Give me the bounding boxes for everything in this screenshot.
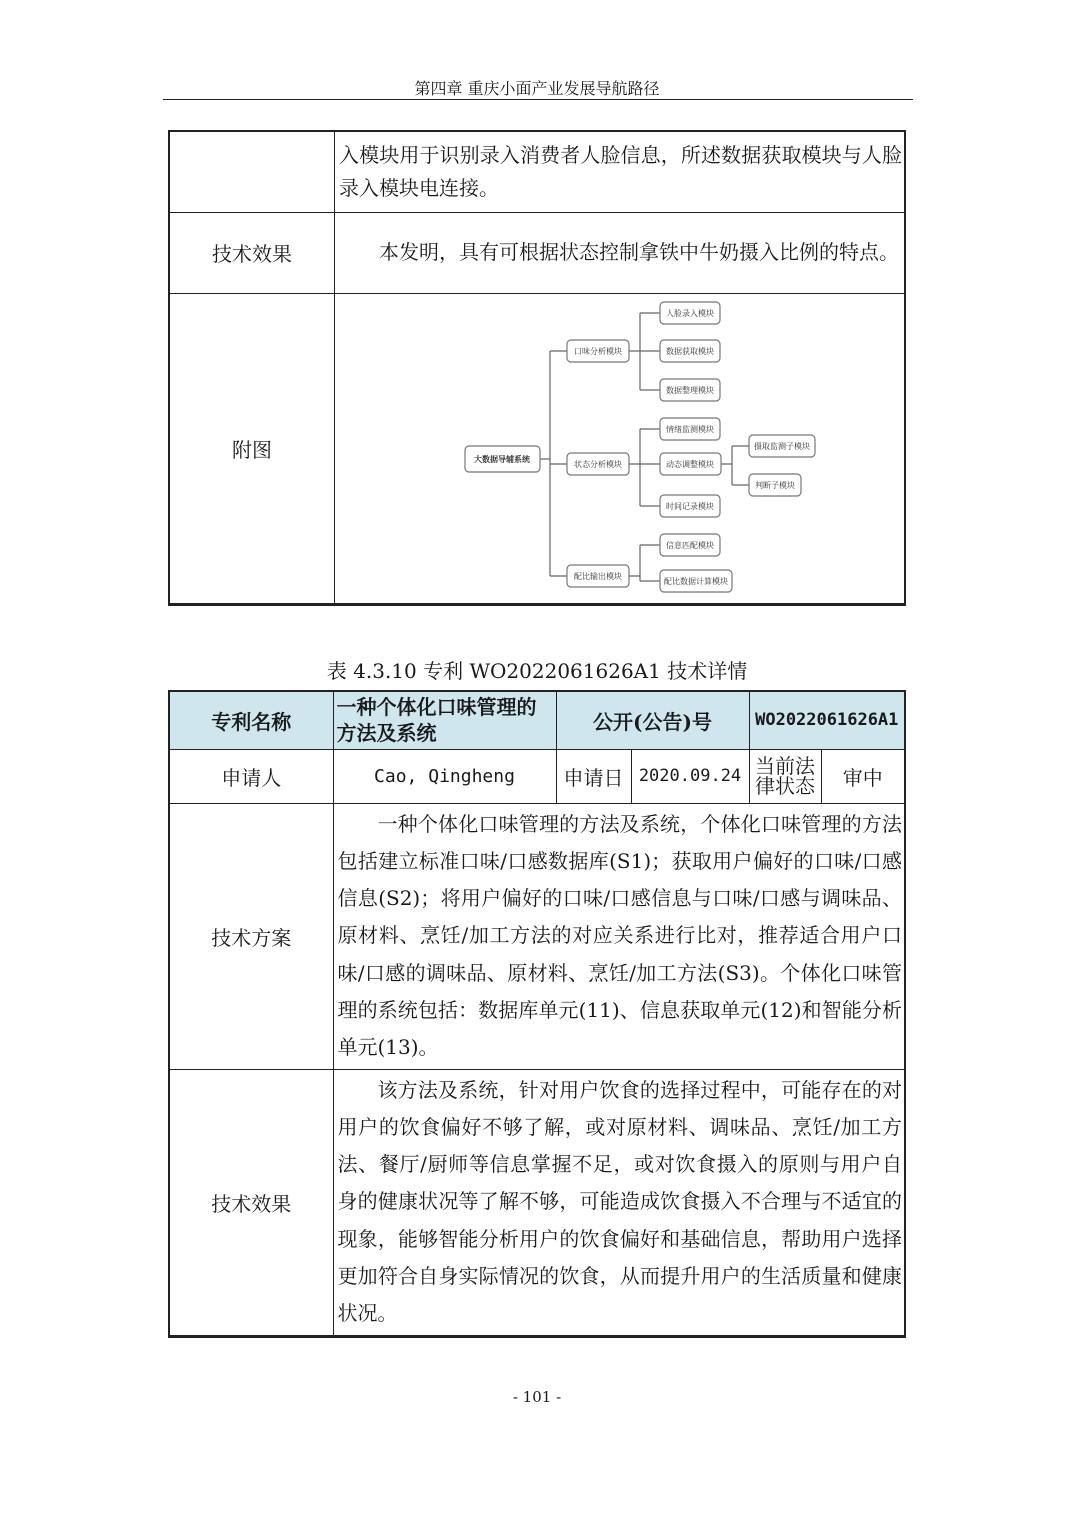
- leaf-label: 信息匹配模块: [666, 540, 714, 550]
- branch2-label: 状态分析模块: [574, 459, 622, 469]
- edge-branch2: [629, 429, 660, 506]
- leaf-label: 配比数据计算模块: [664, 576, 728, 586]
- patent-detail-table: [168, 690, 906, 1338]
- publication-number-value: WO2022061626A1: [749, 691, 905, 749]
- edge-branch3: [629, 545, 660, 581]
- filing-date-label: 申请日: [556, 749, 631, 803]
- legal-status-value: 审中: [821, 749, 905, 803]
- filing-date-value: 2020.09.24: [631, 749, 749, 803]
- leaf-node: [660, 570, 732, 592]
- branch3-node: [567, 565, 629, 587]
- leaf-node: [660, 379, 720, 401]
- leaf-label: 情绪监测模块: [666, 424, 714, 434]
- leaf-label: 动态调整模块: [666, 459, 714, 469]
- module-description-text: 入模块用于识别录入消费者人脸信息，所述数据获取模块与人脸录入模块电连接。: [335, 131, 906, 212]
- tech-scheme-text: 一种个体化口味管理的方法及系统，个体化口味管理的方法包括建立标准口味/口感数据库(S1)；获取用户偏好的口味/口感信息(S2)；将用户偏好的口味/口感信息与口味/口感与调味品、原材料、烹饪/加工方法的对应关系进行比对，推荐适合用户口味/口感的调味品、原材料、烹饪/加工方法(S3)。个体化口味管理的系统包括：数据库单元(11)、信息获取单元(12)和智能分析单元(13)。: [333, 803, 905, 1069]
- tech-effect-text: 本发明，具有可根据状态控制拿铁中牛奶摄入比例的特点。: [335, 212, 906, 293]
- leaf-label: 时间记录模块: [666, 501, 714, 511]
- header-rule: [163, 99, 913, 100]
- leaf-node: [660, 340, 720, 362]
- tech-effect-label: 技术效果: [169, 1069, 333, 1336]
- applicant-value: Cao, Qingheng: [333, 749, 556, 803]
- page-number: - 101 -: [512, 1388, 562, 1406]
- leaf-node: [660, 534, 720, 556]
- leaf-label: 数据整理模块: [666, 385, 714, 395]
- module-tree-diagram: [335, 294, 905, 603]
- tech-scheme-label: 技术方案: [169, 803, 333, 1069]
- sub-leaf-label: 判断子模块: [755, 480, 795, 490]
- root-node: [465, 446, 540, 472]
- patent-name-label: 专利名称: [169, 691, 333, 749]
- sub-leaf-label: 摄取监测子模块: [754, 441, 810, 451]
- applicant-label: 申请人: [169, 749, 333, 803]
- page-header: 第四章 重庆小面产业发展导航路径: [414, 79, 660, 98]
- leaf-node: [660, 418, 720, 440]
- leaf-label: 数据获取模块: [666, 346, 714, 356]
- edge-root-trunk: [540, 351, 567, 576]
- branch2-node: [567, 453, 629, 475]
- patent-name-value: 一种个体化口味管理的方法及系统: [333, 691, 556, 749]
- tech-effect-label: 技术效果: [169, 212, 335, 293]
- figure-label: 附图: [169, 293, 335, 604]
- branch1-node: [567, 340, 629, 362]
- sub-leaf-node: [749, 474, 801, 496]
- table-caption: 表 4.3.10 专利 WO2022061626A1 技术详情: [326, 659, 748, 683]
- root-label: 大数据导辅系统: [474, 454, 530, 464]
- leaf-label: 人脸录入模块: [666, 308, 714, 318]
- empty-label-cell: [169, 131, 335, 212]
- patent-table-continued: [168, 130, 906, 606]
- legal-status-label: 当前法律状态: [749, 749, 821, 803]
- leaf-node: [660, 302, 720, 324]
- publication-number-label: 公开(公告)号: [556, 691, 749, 749]
- tech-effect-text: 该方法及系统，针对用户饮食的选择过程中，可能存在的对用户的饮食偏好不够了解，或对原材料、调味品、烹饪/加工方法、餐厅/厨师等信息掌握不足，或对饮食摄入的原则与用户自身的健康状况等了解不够，可能造成饮食摄入不合理与不适宜的现象，能够智能分析用户的饮食偏好和基础信息，帮助用户选择更加符合自身实际情况的饮食，从而提升用户的生活质量和健康状况。: [333, 1069, 905, 1336]
- leaf-node: [660, 495, 720, 517]
- figure-cell: [335, 293, 906, 604]
- edge-branch2-sub: [721, 446, 749, 485]
- sub-leaf-node: [749, 435, 815, 457]
- branch3-label: 配比输出模块: [574, 571, 622, 581]
- edge-branch1: [629, 313, 660, 390]
- branch1-label: 口味分析模块: [574, 346, 622, 356]
- leaf-node: [660, 453, 721, 475]
